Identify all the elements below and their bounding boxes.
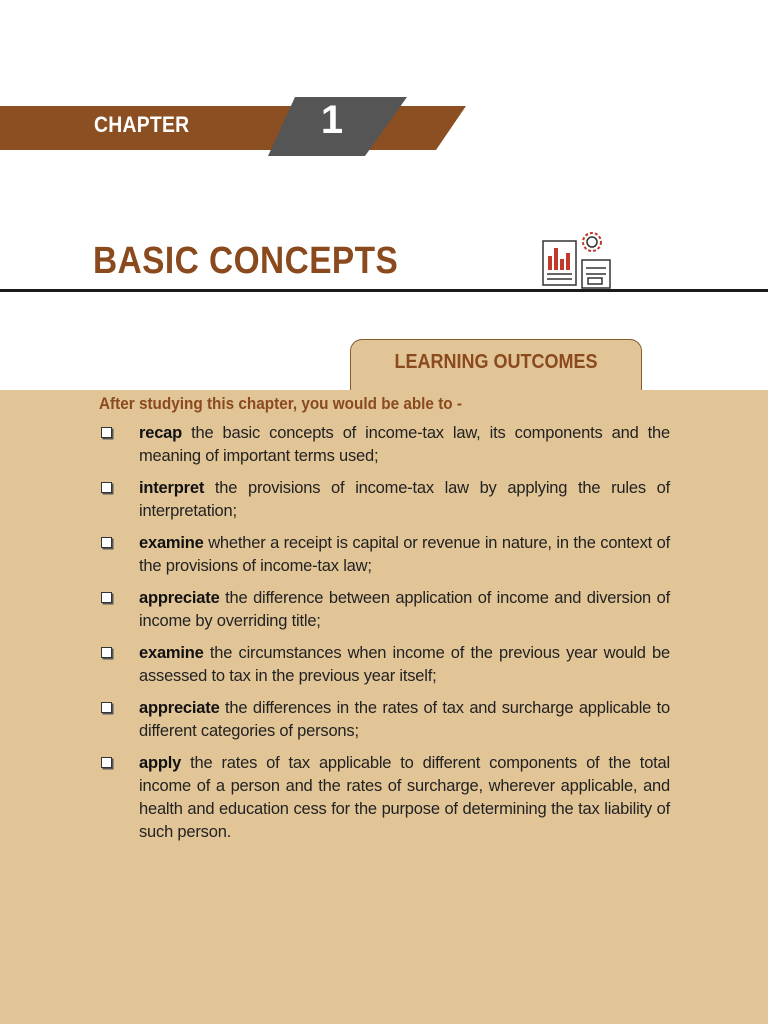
checkbox-bullet-icon (101, 757, 112, 768)
outcome-text: the rates of tax applicable to different components of the total income of a person and the rates of surcharge, wherever applicable, and health and education cess for the purpose of determining the tax liability of such person. (139, 754, 670, 841)
list-item (98, 532, 670, 578)
outcome-text: whether a receipt is capital or revenue in nature, in the context of the provisions of income-tax law; (139, 534, 670, 575)
learning-outcomes-tab (350, 339, 642, 391)
outcome-keyword: appreciate (139, 699, 220, 717)
outcome-keyword: interpret (139, 479, 205, 497)
outcome-text: the differences in the rates of tax and surcharge applicable to different categories of persons; (139, 699, 670, 740)
list-item (98, 587, 670, 633)
list-item (98, 697, 670, 743)
chapter-banner (0, 96, 480, 160)
checkbox-bullet-icon (101, 647, 112, 658)
outcome-keyword: examine (139, 644, 204, 662)
learning-outcomes-panel (0, 390, 768, 1024)
outcome-keyword: apply (139, 754, 182, 772)
outcomes-intro: After studying this chapter, you would be able to - (99, 394, 462, 413)
outcome-text: the difference between application of income and diversion of income by overriding title; (139, 589, 670, 630)
checkbox-bullet-icon (101, 702, 112, 713)
outcome-text: the circumstances when income of the previous year would be assessed to tax in the previous year itself; (139, 644, 670, 685)
outcome-text: the basic concepts of income-tax law, its components and the meaning of important terms used; (139, 424, 670, 465)
page-title: BASIC CONCEPTS (93, 240, 399, 282)
learning-outcomes-heading: LEARNING OUTCOMES (394, 351, 598, 373)
outcome-keyword: appreciate (139, 589, 220, 607)
title-divider (0, 289, 768, 292)
outcome-list (98, 422, 670, 853)
list-item (98, 422, 670, 468)
checkbox-bullet-icon (101, 427, 112, 438)
checkbox-bullet-icon (101, 482, 112, 493)
list-item (98, 642, 670, 688)
outcome-keyword: recap (139, 424, 183, 442)
chapter-label: CHAPTER (94, 112, 190, 137)
chapter-number: 1 (320, 98, 344, 142)
checkbox-bullet-icon (101, 592, 112, 603)
tax-document-chart-icon (540, 228, 616, 290)
outcome-text: the provisions of income-tax law by applying the rules of interpretation; (139, 479, 670, 520)
checkbox-bullet-icon (101, 537, 112, 548)
list-item (98, 477, 670, 523)
list-item (98, 752, 670, 844)
outcome-keyword: examine (139, 534, 204, 552)
